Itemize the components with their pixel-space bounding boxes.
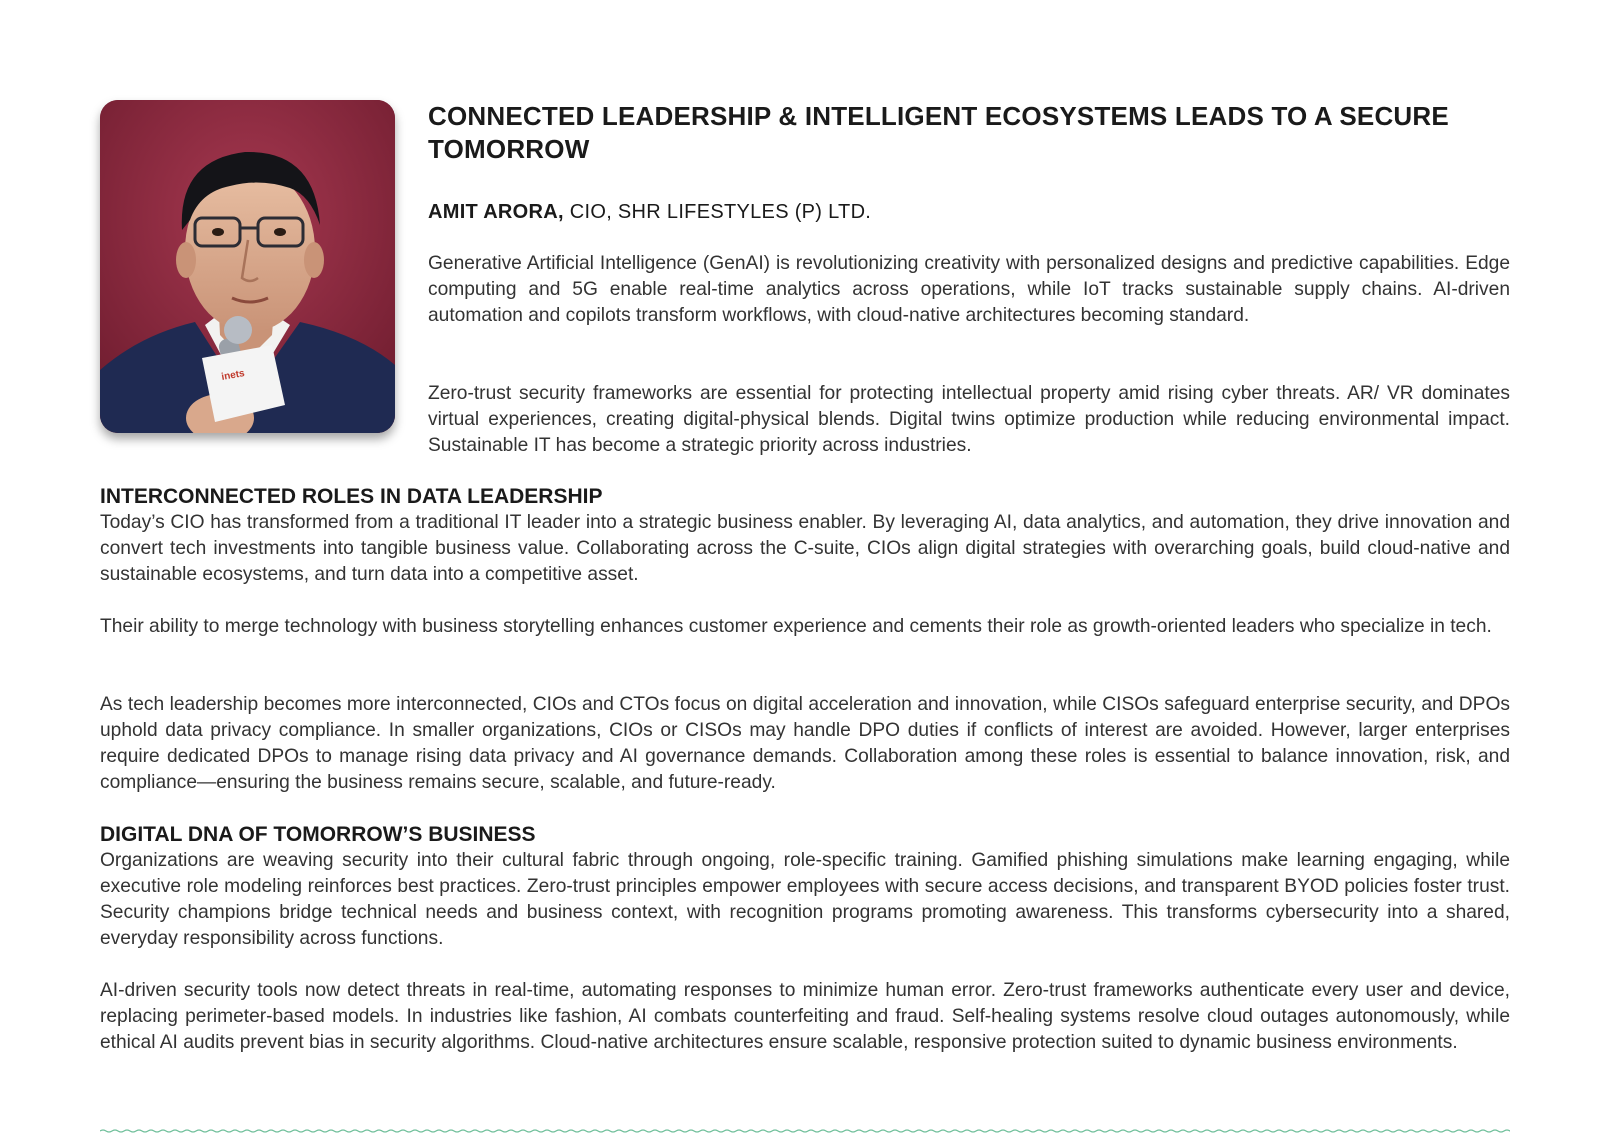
- section-paragraph: Their ability to merge technology with business storytelling enhances customer experience and cements their role as growth-oriented leaders who specialize in tech.: [100, 616, 1492, 637]
- section-paragraph: Today’s CIO has transformed from a traditional IT leader into a strategic business enabler. By leveraging AI, data analytics, and automation, they drive innovation and convert tech investments into tangible business value. Collaborating across the C-suite, CIOs align digital strategies with overarching goals, build cloud-native and sustainable ecosystems, and turn data into a competitive asset.: [100, 512, 1510, 585]
- author-name: AMIT ARORA,: [428, 201, 564, 223]
- section-paragraph: Organizations are weaving security into their cultural fabric through ongoing, role-specific training. Gamified phishing simulations make learning engaging, while executive role modeling reinforces best practices. Zero-trust principles empower employees with secure access decisions, and transparent BYOD policies foster trust. Security champions bridge technical needs and business context, with recognition programs promoting awareness. This transforms cybersecurity into a shared, everyday responsibility across functions.: [100, 850, 1510, 949]
- section-heading: DIGITAL DNA OF TOMORROW’S BUSINESS: [100, 823, 536, 846]
- footer-wave-rule: [100, 1128, 1510, 1134]
- svg-text:inets: inets: [220, 368, 246, 383]
- intro-paragraph: Generative Artificial Intelligence (GenAI) is revolutionizing creativity with personalized designs and predictive capabilities. Edge computing and 5G enable real-time analytics across operations, while IoT tracks sustainable supply chains. AI-driven automation and copilots transform workflows, with cloud-native architectures becoming standard.: [428, 253, 1510, 326]
- section-heading: INTERCONNECTED ROLES IN DATA LEADERSHIP: [100, 485, 603, 508]
- author-photo: [100, 100, 395, 433]
- author-role: CIO, SHR LIFESTYLES (P) LTD.: [563, 201, 872, 223]
- section-paragraph: As tech leadership becomes more interconnected, CIOs and CTOs focus on digital acceleration and innovation, while CISOs safeguard enterprise security, and DPOs uphold data privacy compliance. In smaller organizations, CIOs or CISOs may handle DPO duties if conflicts of interest are avoided. However, larger enterprises require dedicated DPOs to manage rising data privacy and AI governance demands. Collaboration among these roles is essential to balance innovation, risk, and compliance—ensuring the business remains secure, scalable, and future-ready.: [100, 694, 1510, 793]
- section-paragraph: AI-driven security tools now detect threats in real-time, automating responses to minimize human error. Zero-trust frameworks authenticate every user and device, replacing perimeter-based models. In industries like fashion, AI combats counterfeiting and fraud. Self-healing systems resolve cloud outages autonomously, while ethical AI audits prevent bias in security algorithms. Cloud-native architectures ensure scalable, responsive protection suited to dynamic business environments.: [100, 980, 1510, 1053]
- intro-paragraph: Zero-trust security frameworks are essential for protecting intellectual property amid rising cyber threats. AR/ VR dominates virtual experiences, creating digital-physical blends. Digital twins optimize production while reducing environmental impact. Sustainable IT has become a strategic priority across industries.: [428, 383, 1510, 456]
- article-title: CONNECTED LEADERSHIP & INTELLIGENT ECOSYSTEMS LEADS TO A SECURE TOMORROW: [428, 101, 1449, 164]
- author-byline: [428, 199, 871, 225]
